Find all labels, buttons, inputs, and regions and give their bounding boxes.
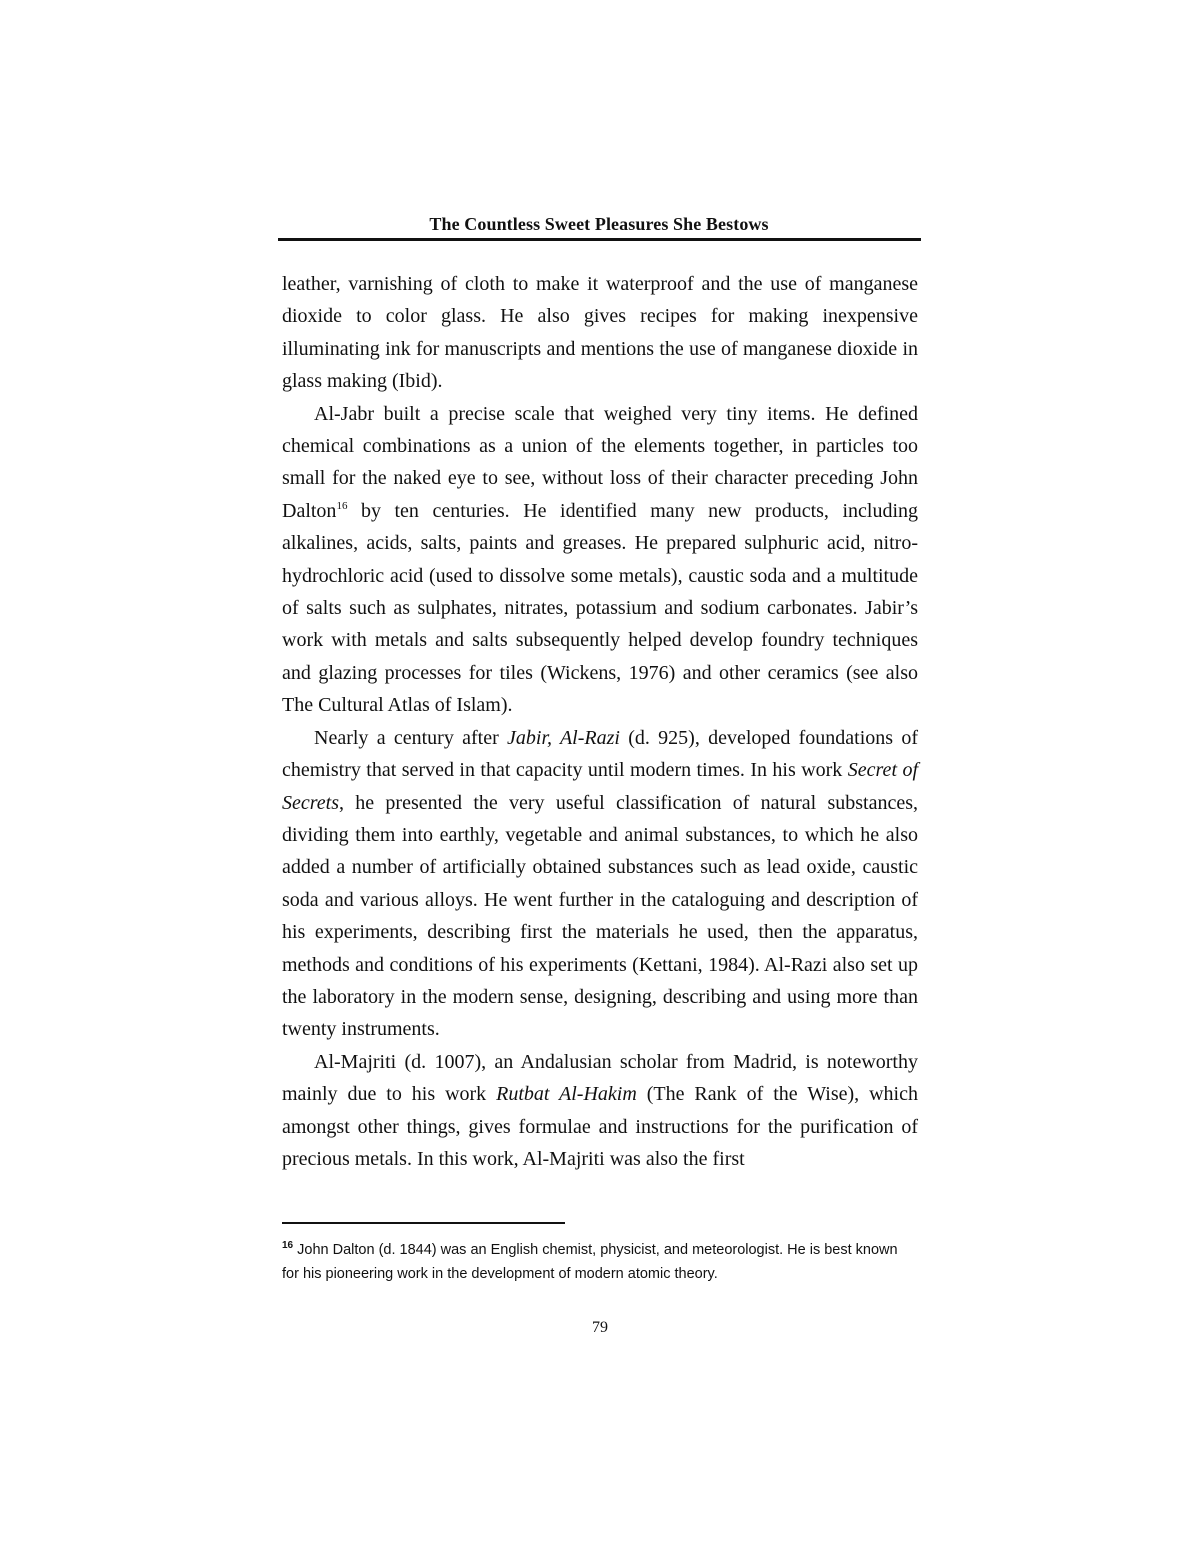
paragraph-3-text-a: Nearly a century after	[314, 726, 508, 749]
paragraph-3-italic-name: Jabir, Al-Razi	[507, 726, 620, 749]
footnote-rule	[282, 1222, 565, 1224]
paragraph-4-text-a: Al-Majriti (d. 1007), an Andalusian scholar from Madrid, is noteworthy mainly due to his work	[282, 1050, 918, 1106]
paragraph-1	[282, 268, 918, 398]
page-number: 79	[592, 1319, 608, 1336]
footnote-number: 16	[282, 1240, 294, 1251]
paragraph-4-italic-title: Rutbat Al-Hakim	[496, 1083, 637, 1106]
paragraph-4	[282, 1046, 918, 1176]
footnote	[282, 1238, 918, 1286]
paragraph-1-text: leather, varnishing of cloth to make it waterproof and the use of manganese dioxide to color glass. He also gives recipes for making inexpensive illuminating ink for manuscripts and mentions the use of manganese dioxide in glass making (Ibid).	[282, 273, 918, 393]
header-rule	[278, 238, 921, 241]
paragraph-2	[282, 398, 918, 722]
paragraph-2-text-b: by ten centuries. He identified many new products, including alkalines, acids, salts, paints and greases. He prepared sulphuric acid, nitro-hydrochloric acid (used to dissolve some metals), caustic soda and a multitude of salts such as sulphates, nitrates, potassium and sodium carbonates. Jabir’s work with metals and salts subsequently helped develop foundry techniques and glazing processes for tiles (Wickens, 1976) and other ceramics (see also The Cultural Atlas of Islam).	[282, 499, 918, 717]
paragraph-2-text-a: Al-Jabr built a precise scale that weighed very tiny items. He defined chemical combinations as a union of the elements together, in particles too small for the naked eye to see, without loss of their character preceding John Dalton	[282, 402, 918, 522]
footnote-text: John Dalton (d. 1844) was an English chemist, physicist, and meteorologist. He is best known for his pioneering work in the development of modern atomic theory.	[282, 1242, 898, 1282]
paragraph-3-text-b: (d. 925), developed foundations of chemistry that served in that capacity until modern times. In his work	[282, 726, 918, 782]
running-head-title: The Countless Sweet Pleasures She Bestows	[429, 214, 769, 234]
paragraph-3	[282, 722, 918, 1046]
main-text	[282, 268, 918, 1175]
paragraph-4-text-b: (The Rank of the Wise), which amongst other things, gives formulae and instructions for the purification of precious metals. In this work, Al-Majriti was also the first	[282, 1083, 918, 1170]
paragraph-3-italic-title: Secret of Secrets	[282, 759, 918, 814]
paragraph-3-text-c: , he presented the very useful classification of natural substances, dividing them into earthly, vegetable and animal substances, to which he also added a number of artificially obtained substances such as lead oxide, caustic soda and various alloys. He went further in the cataloguing and description of his experiments, describing first the materials he used, then the apparatus, methods and conditions of his experiments (Kettani, 1984). Al-Razi also set up the laboratory in the modern sense, designing, describing and using more than twenty instruments.	[282, 791, 918, 1041]
footnote-reference: 16	[336, 499, 348, 512]
